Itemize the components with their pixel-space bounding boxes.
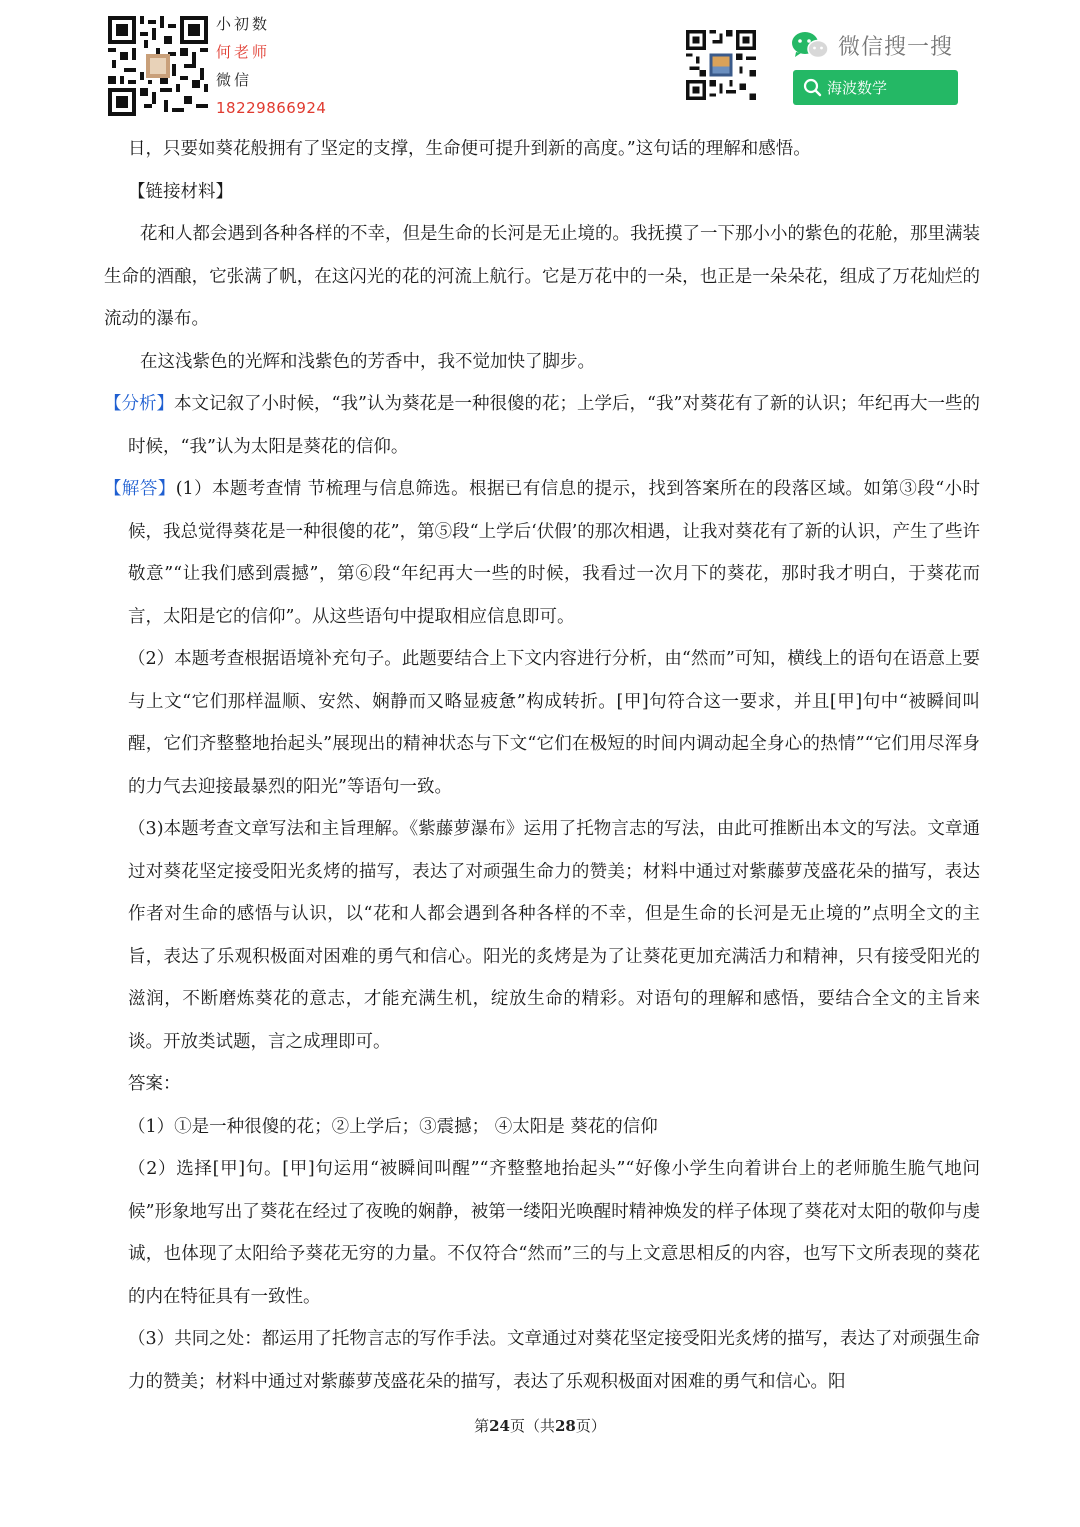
analysis-tag: 【分析】 (104, 394, 175, 414)
contact-info (216, 10, 326, 122)
link-material-heading: 【链接材料】 (128, 181, 233, 202)
wechat-logo-icon (790, 30, 830, 60)
answer-paragraph (104, 468, 980, 638)
answer-part-2: （2）本题考查根据语境补充句子。此题要结合上下文内容进行分析，由“然而”可知，横线上的语句在语意上要与上文“它们那样温顺、安然、娴静而又略显疲惫”构成转折。[甲]句符合这一要求，并且[甲]句中“被瞬间叫醒，它们齐整整地抬起头”展现出的精神状态与下文“它们在极短的时间内调动起全身心的热情”“它们用尽浑身的力气去迎接最暴烈的阳光”等语句一致。 (128, 649, 980, 797)
link-material-paragraph: 花和人都会遇到各种各样的不幸，但是生命的长河是无止境的。我抚摸了一下那小小的紫色的花舱，那里满装生命的酒酿，它张满了帆，在这闪光的花的河流上航行。它是万花中的一朵，也正是一朵朵花，组成了万花灿烂的流动的瀑布。 (104, 224, 980, 329)
wechat-search-brand (790, 28, 980, 62)
answer-part-3: （3)本题考查文章写法和主旨理解。《紫藤萝瀑布》运用了托物言志的写法，由此可推断出本文的写法。文章通过对葵花坚定接受阳光炙烤的描写，表达了对顽强生命力的赞美；材料中通过对紫藤萝茂盛花朵的描写，表达作者对生命的感悟与认识，以“花和人都会遇到各种各样的不幸，但是生命的长河是无止境的”点明全文的主旨，表达了乐观积极面对困难的勇气和信心。阳光的炙烤是为了让葵花更加充满活力和精神，只有接受阳光的滋润，不断磨炼葵花的意志，才能充满生机，绽放生命的精彩。对语句的理解和感悟，要结合全文的主旨来谈。开放类试题，言之成理即可。 (128, 819, 980, 1052)
footer-middle: 页（共 (509, 1417, 555, 1435)
footer-total-pages: 28 (555, 1417, 576, 1435)
footer-suffix: 页） (575, 1417, 606, 1435)
analysis-text: 本文记叙了小时候，“我”认为葵花是一种很傻的花；上学后，“我”对葵花有了新的认识；年纪再大一些的时候，“我”认为太阳是葵花的信仰。 (128, 394, 980, 457)
answer-key-3: （3）共同之处：都运用了托物言志的写作手法。文章通过对葵花坚定接受阳光炙烤的描写，表达了对顽强生命力的赞美；材料中通过对紫藤萝茂盛花朵的描写，表达了乐观积极面对困难的勇气和信心。阳 (128, 1329, 980, 1392)
qr-code-icon (686, 30, 756, 100)
contact-phone: 18229866924 (216, 99, 327, 117)
qr-code-icon (108, 16, 208, 116)
search-icon (799, 70, 827, 105)
answer-part-1: (1）本题考查情 节梳理与信息筛选。根据已有信息的提示，找到答案所在的段落区域。如第③段“小时候，我总觉得葵花是一种很傻的花”，第⑤段“上学后‘伏假’的那次相遇，让我对葵花有了新的认识，产生了些许敬意”“让我们感到震撼”，第⑥段“年纪再大一些的时候，我看过一次月下的葵花，那时我才明白，于葵花而言，太阳是它的信仰”。从这些语句中提取相应信息即可。 (128, 479, 981, 627)
analysis-paragraph (104, 383, 980, 468)
paragraph-question-continuation: 日，只要如葵花般拥有了坚定的支撑，生命便可提升到新的高度。”这句话的理解和感悟。 (128, 139, 811, 159)
answer-tag: 【解答】 (104, 479, 176, 499)
wechat-search-button[interactable] (793, 70, 958, 105)
document-body (104, 128, 980, 1403)
answer-key-2: （2）选择[甲]句。[甲]句运用“被瞬间叫醒”“齐整整地抬起头”“好像小学生向着讲台上的老师脆生脆气地问候”形象地写出了葵花在经过了夜晚的娴静，被第一缕阳光唤醒时精神焕发的样子体现了葵花对太阳的敬仰与虔诚，也体现了太阳给予葵花无穷的力量。不仅符合“然而”三的与上文意思相反的内容，也写下文所表现的葵花的内在特征具有一致性。 (128, 1159, 980, 1307)
footer-page-number: 24 (489, 1417, 510, 1435)
wechat-search-label: 海波数学 (827, 79, 888, 97)
wechat-search-title: 微信搜一搜 (838, 34, 954, 60)
link-material-paragraph: 在这浅紫色的光辉和浅紫色的芳香中，我不觉加快了脚步。 (140, 351, 595, 372)
answer-key-label: 答案： (128, 1074, 181, 1094)
contact-line1: 小初数 (216, 15, 271, 33)
page-footer (0, 1415, 1080, 1436)
answer-key-1: （1）①是一种很傻的花；②上学后；③震撼； ④太阳是 葵花的信仰 (128, 1116, 658, 1137)
contact-wechat-label: 微信 (216, 71, 253, 89)
contact-teacher-name: 何老师 (216, 43, 271, 61)
page-header (0, 0, 1080, 130)
footer-prefix: 第 (474, 1417, 490, 1435)
